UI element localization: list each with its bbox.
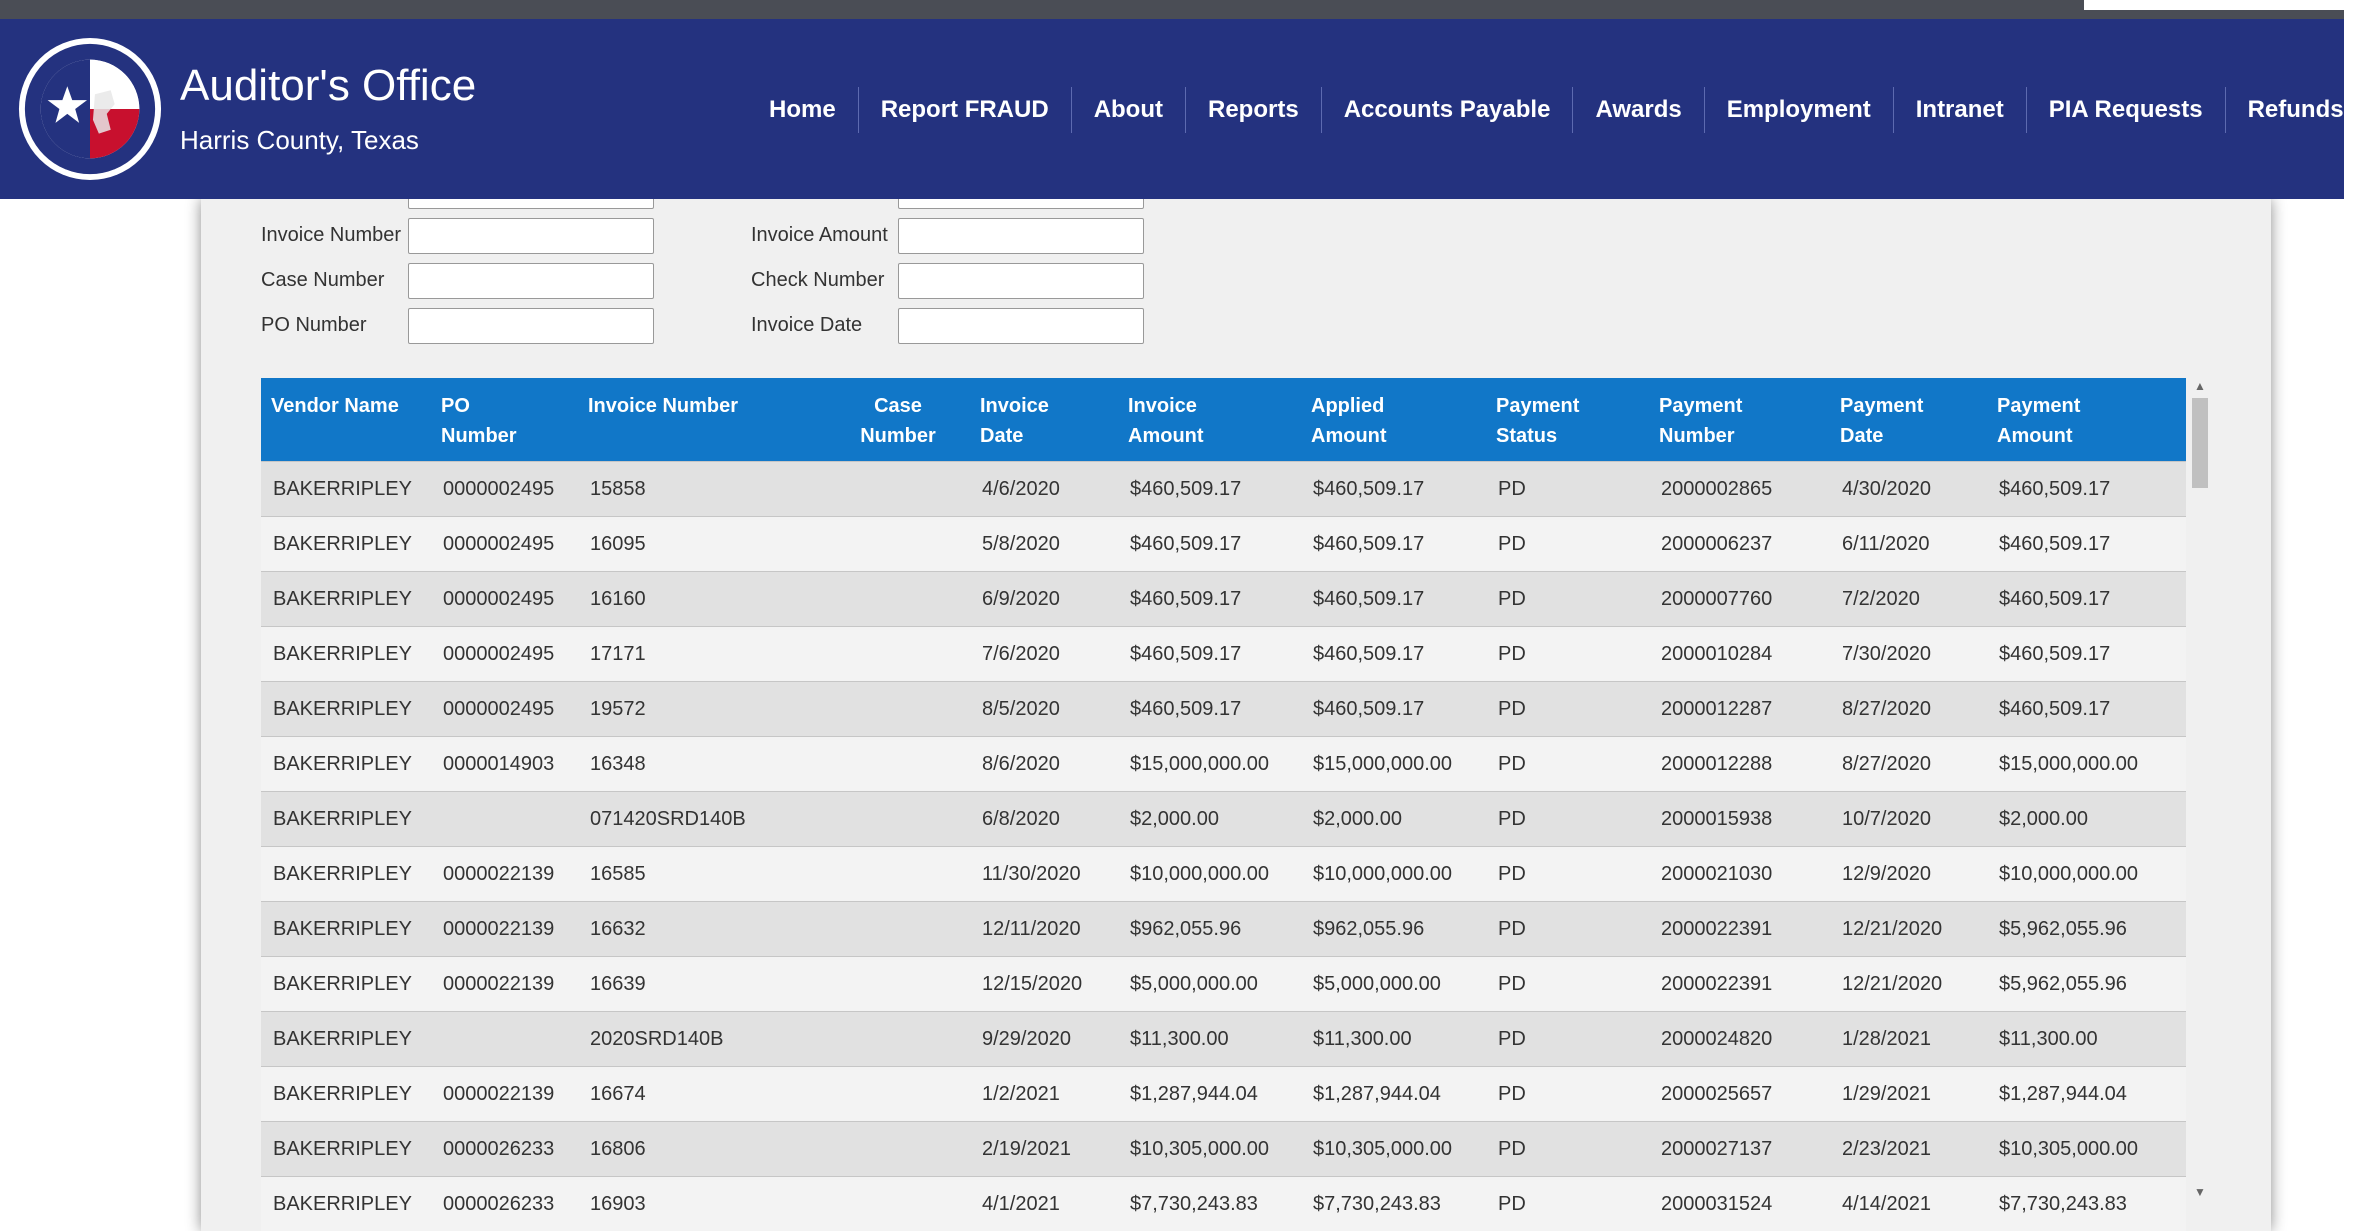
- table-cell: 16585: [578, 847, 826, 902]
- table-cell: BAKERRIPLEY: [261, 902, 431, 957]
- table-cell: $5,962,055.96: [1987, 902, 2186, 957]
- invoice-date-label: Invoice Date: [751, 314, 863, 336]
- po-number-input[interactable]: [408, 308, 654, 344]
- table-cell: 0000026233: [431, 1177, 578, 1231]
- table-cell: [826, 682, 970, 737]
- table-cell: 2000025657: [1649, 1067, 1830, 1122]
- table-cell: PD: [1486, 682, 1649, 737]
- table-row[interactable]: [261, 517, 2186, 572]
- table-cell: 4/30/2020: [1830, 462, 1987, 517]
- table-cell: 2000007760: [1649, 572, 1830, 627]
- results-table: [261, 378, 2186, 1231]
- table-cell: $7,730,243.83: [1118, 1177, 1301, 1231]
- column-header[interactable]: Invoice Date: [970, 378, 1118, 462]
- table-cell: 2/23/2021: [1830, 1122, 1987, 1177]
- column-header[interactable]: Payment Number: [1649, 378, 1830, 462]
- table-cell: $460,509.17: [1987, 462, 2186, 517]
- table-cell: 1/28/2021: [1830, 1012, 1987, 1067]
- table-cell: PD: [1486, 1067, 1649, 1122]
- table-row[interactable]: [261, 572, 2186, 627]
- column-header[interactable]: Invoice Amount: [1118, 378, 1301, 462]
- table-cell: $460,509.17: [1987, 627, 2186, 682]
- table-cell: PD: [1486, 572, 1649, 627]
- table-cell: BAKERRIPLEY: [261, 847, 431, 902]
- table-cell: 6/8/2020: [970, 792, 1118, 847]
- column-header[interactable]: Payment Date: [1830, 378, 1987, 462]
- table-cell: 10/7/2020: [1830, 792, 1987, 847]
- table-cell: [826, 517, 970, 572]
- table-cell: BAKERRIPLEY: [261, 1012, 431, 1067]
- table-cell: [826, 957, 970, 1012]
- table-cell: [826, 1012, 970, 1067]
- table-cell: 1/2/2021: [970, 1067, 1118, 1122]
- table-cell: [826, 1122, 970, 1177]
- table-cell: 6/9/2020: [970, 572, 1118, 627]
- table-cell: $460,509.17: [1301, 627, 1486, 682]
- table-cell: 16160: [578, 572, 826, 627]
- table-cell: 12/11/2020: [970, 902, 1118, 957]
- table-cell: 0000022139: [431, 902, 578, 957]
- table-cell: BAKERRIPLEY: [261, 462, 431, 517]
- table-cell: 4/14/2021: [1830, 1177, 1987, 1231]
- table-cell: 2000010284: [1649, 627, 1830, 682]
- table-row[interactable]: [261, 792, 2186, 847]
- table-cell: $460,509.17: [1118, 682, 1301, 737]
- table-cell: 16095: [578, 517, 826, 572]
- table-cell: 0000014903: [431, 737, 578, 792]
- table-cell: [826, 627, 970, 682]
- table-cell: $10,305,000.00: [1118, 1122, 1301, 1177]
- table-cell: 9/29/2020: [970, 1012, 1118, 1067]
- table-cell: 7/6/2020: [970, 627, 1118, 682]
- table-cell: $11,300.00: [1118, 1012, 1301, 1067]
- table-cell: 6/11/2020: [1830, 517, 1987, 572]
- table-cell: $460,509.17: [1301, 682, 1486, 737]
- table-cell: $15,000,000.00: [1118, 737, 1301, 792]
- results-table-container[interactable]: [261, 378, 2186, 1215]
- table-cell: 1/29/2021: [1830, 1067, 1987, 1122]
- table-cell: 2000002865: [1649, 462, 1830, 517]
- table-cell: 0000002495: [431, 627, 578, 682]
- invoice-number-label: Invoice Number: [261, 224, 402, 246]
- table-cell: 0000002495: [431, 462, 578, 517]
- table-cell: 16632: [578, 902, 826, 957]
- table-cell: 0000002495: [431, 517, 578, 572]
- table-cell: $1,287,944.04: [1118, 1067, 1301, 1122]
- table-cell: [826, 1177, 970, 1231]
- column-header[interactable]: Applied Amount: [1301, 378, 1486, 462]
- table-cell: [826, 462, 970, 517]
- table-cell: 16348: [578, 737, 826, 792]
- table-cell: BAKERRIPLEY: [261, 1067, 431, 1122]
- scroll-thumb[interactable]: [2192, 398, 2208, 488]
- table-cell: $5,000,000.00: [1301, 957, 1486, 1012]
- table-cell: $10,305,000.00: [1987, 1122, 2186, 1177]
- table-cell: BAKERRIPLEY: [261, 957, 431, 1012]
- table-cell: $5,000,000.00: [1118, 957, 1301, 1012]
- nav-pia-requests[interactable]: PIA Requests: [2026, 87, 2225, 133]
- po-number-label: PO Number: [261, 314, 367, 336]
- table-cell: 8/27/2020: [1830, 737, 1987, 792]
- nav-employment[interactable]: Employment: [1704, 87, 1893, 133]
- table-cell: [826, 1067, 970, 1122]
- nav-about[interactable]: About: [1071, 87, 1185, 133]
- nav-refunds[interactable]: Refunds: [2225, 87, 2366, 133]
- table-cell: PD: [1486, 957, 1649, 1012]
- table-cell: 5/8/2020: [970, 517, 1118, 572]
- table-cell: PD: [1486, 792, 1649, 847]
- table-cell: [431, 792, 578, 847]
- table-cell: $1,287,944.04: [1987, 1067, 2186, 1122]
- table-cell: $460,509.17: [1987, 572, 2186, 627]
- column-header[interactable]: Invoice Number: [578, 378, 826, 462]
- table-cell: 16903: [578, 1177, 826, 1231]
- table-cell: 17171: [578, 627, 826, 682]
- search-results-panel: [201, 199, 2271, 1231]
- table-cell: 0000026233: [431, 1122, 578, 1177]
- table-row[interactable]: [261, 1177, 2186, 1231]
- table-cell: BAKERRIPLEY: [261, 1177, 431, 1231]
- table-cell: $7,730,243.83: [1301, 1177, 1486, 1231]
- table-cell: $460,509.17: [1301, 517, 1486, 572]
- case-number-label: Case Number: [261, 269, 385, 291]
- table-cell: 2000012288: [1649, 737, 1830, 792]
- table-cell: $10,000,000.00: [1118, 847, 1301, 902]
- table-cell: BAKERRIPLEY: [261, 627, 431, 682]
- table-cell: PD: [1486, 847, 1649, 902]
- table-row[interactable]: [261, 847, 2186, 902]
- invoice-date-input[interactable]: [898, 308, 1144, 344]
- table-cell: 0000002495: [431, 572, 578, 627]
- table-cell: $11,300.00: [1301, 1012, 1486, 1067]
- table-row[interactable]: [261, 462, 2186, 517]
- table-cell: $10,000,000.00: [1987, 847, 2186, 902]
- table-header-row: [261, 378, 2186, 462]
- table-cell: PD: [1486, 462, 1649, 517]
- table-cell: 8/27/2020: [1830, 682, 1987, 737]
- table-cell: [826, 902, 970, 957]
- case-number-input[interactable]: [408, 263, 654, 299]
- table-cell: $10,000,000.00: [1301, 847, 1486, 902]
- table-cell: BAKERRIPLEY: [261, 737, 431, 792]
- table-cell: 2020SRD140B: [578, 1012, 826, 1067]
- table-cell: 4/1/2021: [970, 1177, 1118, 1231]
- table-cell: [826, 847, 970, 902]
- table-cell: $2,000.00: [1118, 792, 1301, 847]
- column-header[interactable]: Payment Amount: [1987, 378, 2186, 462]
- nav-report-fraud[interactable]: Report FRAUD: [858, 87, 1071, 133]
- table-cell: $962,055.96: [1118, 902, 1301, 957]
- table-cell: 12/15/2020: [970, 957, 1118, 1012]
- nav-accounts-payable[interactable]: Accounts Payable: [1321, 87, 1573, 133]
- table-cell: 16806: [578, 1122, 826, 1177]
- table-row[interactable]: [261, 1122, 2186, 1177]
- table-cell: BAKERRIPLEY: [261, 1122, 431, 1177]
- table-cell: 8/5/2020: [970, 682, 1118, 737]
- table-cell: 2000006237: [1649, 517, 1830, 572]
- table-cell: 0000022139: [431, 957, 578, 1012]
- table-cell: 12/21/2020: [1830, 957, 1987, 1012]
- table-row[interactable]: [261, 737, 2186, 792]
- table-cell: BAKERRIPLEY: [261, 682, 431, 737]
- table-cell: $11,300.00: [1987, 1012, 2186, 1067]
- table-cell: 2/19/2021: [970, 1122, 1118, 1177]
- site-title[interactable]: Auditor's Office: [180, 61, 477, 110]
- column-header[interactable]: Payment Status: [1486, 378, 1649, 462]
- table-cell: PD: [1486, 627, 1649, 682]
- table-cell: 7/30/2020: [1830, 627, 1987, 682]
- table-cell: $10,305,000.00: [1301, 1122, 1486, 1177]
- table-cell: $460,509.17: [1301, 572, 1486, 627]
- table-cell: 071420SRD140B: [578, 792, 826, 847]
- table-cell: $1,287,944.04: [1301, 1067, 1486, 1122]
- table-cell: PD: [1486, 737, 1649, 792]
- table-cell: 2000021030: [1649, 847, 1830, 902]
- nav-awards[interactable]: Awards: [1572, 87, 1703, 133]
- table-row[interactable]: [261, 1067, 2186, 1122]
- table-cell: 16639: [578, 957, 826, 1012]
- table-cell: 8/6/2020: [970, 737, 1118, 792]
- table-row[interactable]: [261, 682, 2186, 737]
- table-cell: $460,509.17: [1118, 627, 1301, 682]
- table-cell: PD: [1486, 1177, 1649, 1231]
- table-cell: $460,509.17: [1301, 462, 1486, 517]
- table-cell: 7/2/2020: [1830, 572, 1987, 627]
- table-row[interactable]: [261, 1012, 2186, 1067]
- column-header[interactable]: Case Number: [826, 378, 970, 462]
- invoice-amount-label: Invoice Amount: [751, 224, 888, 246]
- table-cell: $460,509.17: [1987, 517, 2186, 572]
- table-cell: BAKERRIPLEY: [261, 792, 431, 847]
- table-cell: $7,730,243.83: [1987, 1177, 2186, 1231]
- site-subtitle: Harris County, Texas: [180, 125, 419, 155]
- check-number-label: Check Number: [751, 269, 885, 291]
- table-cell: $460,509.17: [1118, 572, 1301, 627]
- table-row[interactable]: [261, 627, 2186, 682]
- table-cell: PD: [1486, 902, 1649, 957]
- nav-home[interactable]: Home: [769, 96, 836, 123]
- invoice-amount-input[interactable]: [898, 218, 1144, 254]
- invoice-number-input[interactable]: [408, 218, 654, 254]
- table-cell: 19572: [578, 682, 826, 737]
- table-row[interactable]: [261, 902, 2186, 957]
- nav-reports[interactable]: Reports: [1185, 87, 1321, 133]
- table-cell: 16674: [578, 1067, 826, 1122]
- table-cell: 0000022139: [431, 1067, 578, 1122]
- table-cell: 0000002495: [431, 682, 578, 737]
- main-nav: [747, 87, 2366, 133]
- table-cell: [431, 1012, 578, 1067]
- harris-county-seal-icon[interactable]: [16, 35, 164, 183]
- table-cell: 2000022391: [1649, 957, 1830, 1012]
- table-cell: $2,000.00: [1301, 792, 1486, 847]
- column-header[interactable]: PO Number: [431, 378, 578, 462]
- nav-intranet[interactable]: Intranet: [1893, 87, 2026, 133]
- table-cell: PD: [1486, 1012, 1649, 1067]
- table-cell: [826, 572, 970, 627]
- table-cell: 2000012287: [1649, 682, 1830, 737]
- scroll-down-arrow-icon[interactable]: ▼: [2194, 1185, 2206, 1199]
- table-cell: $460,509.17: [1118, 517, 1301, 572]
- table-cell: $15,000,000.00: [1987, 737, 2186, 792]
- table-body: [261, 462, 2186, 1231]
- table-scrollbar[interactable]: [2188, 378, 2212, 1200]
- table-cell: $5,962,055.96: [1987, 957, 2186, 1012]
- table-cell: $15,000,000.00: [1301, 737, 1486, 792]
- table-cell: 2000022391: [1649, 902, 1830, 957]
- table-cell: 12/21/2020: [1830, 902, 1987, 957]
- table-cell: 15858: [578, 462, 826, 517]
- table-cell: BAKERRIPLEY: [261, 517, 431, 572]
- table-cell: 2000027137: [1649, 1122, 1830, 1177]
- top-bar-search-box[interactable]: [2084, 0, 2344, 10]
- table-cell: 11/30/2020: [970, 847, 1118, 902]
- table-cell: 2000015938: [1649, 792, 1830, 847]
- table-cell: [826, 792, 970, 847]
- table-cell: BAKERRIPLEY: [261, 572, 431, 627]
- column-header[interactable]: Vendor Name: [261, 378, 431, 462]
- table-cell: $460,509.17: [1118, 462, 1301, 517]
- table-cell: 2000031524: [1649, 1177, 1830, 1231]
- site-header: [0, 19, 2344, 199]
- table-cell: $460,509.17: [1987, 682, 2186, 737]
- table-cell: PD: [1486, 1122, 1649, 1177]
- browser-top-bar: [0, 0, 2344, 19]
- scroll-up-arrow-icon[interactable]: ▲: [2194, 379, 2206, 393]
- table-cell: PD: [1486, 517, 1649, 572]
- table-cell: $2,000.00: [1987, 792, 2186, 847]
- table-row[interactable]: [261, 957, 2186, 1012]
- table-cell: 2000024820: [1649, 1012, 1830, 1067]
- table-cell: 4/6/2020: [970, 462, 1118, 517]
- table-cell: 12/9/2020: [1830, 847, 1987, 902]
- table-cell: 0000022139: [431, 847, 578, 902]
- table-cell: [826, 737, 970, 792]
- table-cell: $962,055.96: [1301, 902, 1486, 957]
- check-number-input[interactable]: [898, 263, 1144, 299]
